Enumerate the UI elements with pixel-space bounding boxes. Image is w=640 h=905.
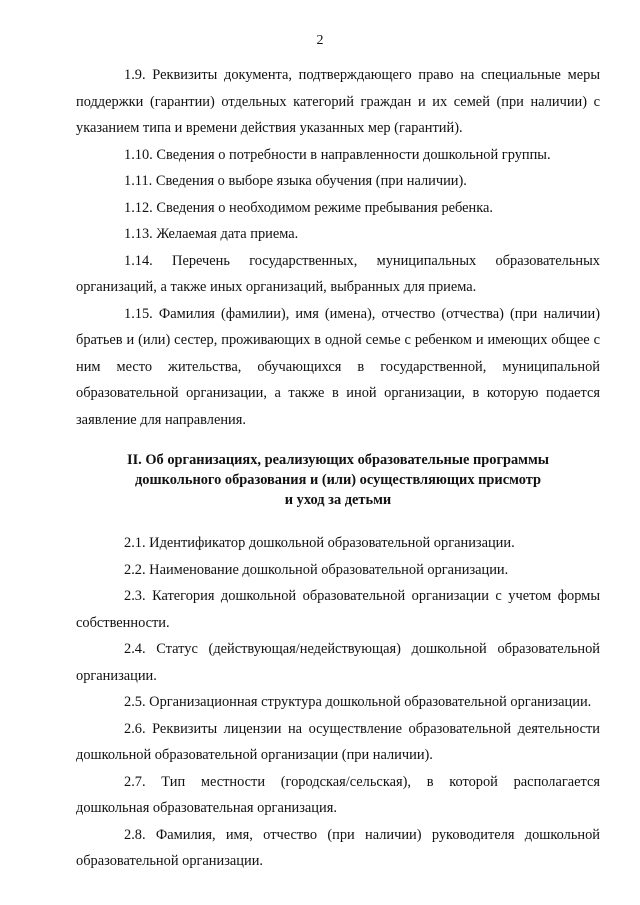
page-number: 2 [316, 33, 324, 48]
item-1-10: 1.10. Сведения о потребности в направленности дошкольной группы. [124, 146, 551, 163]
section-2-heading-line: и уход за детьми [284, 492, 392, 508]
item-1-14: 1.14. Перечень государственных, муниципальных образовательных организаций, а также иных организаций, выбранных для приема. [76, 252, 600, 295]
item-1-15: 1.15. Фамилия (фамилии), имя (имена), отчество (отчества) (при наличии) братьев и (или) сестер, проживающих в одной семье с ребенком и имеющих общее с ним место жительства, обучающихся в государственной, муниципальной образовательной организации, а также в иной организации, в которую подается заявление для направления. [76, 305, 600, 428]
document-body [76, 62, 600, 875]
item-2-4: 2.4. Статус (действующая/недействующая) дошкольной образовательной организации. [76, 641, 600, 684]
item-2-2: 2.2. Наименование дошкольной образовательной организации. [124, 561, 509, 578]
item-1-11: 1.11. Сведения о выборе языка обучения (при наличии). [124, 173, 467, 189]
item-1-12: 1.12. Сведения о необходимом режиме пребывания ребенка. [124, 199, 494, 216]
section-2-heading [76, 450, 600, 510]
item-2-5: 2.5. Организационная структура дошкольной образовательной организации. [124, 694, 592, 710]
item-2-7: 2.7. Тип местности (городская/сельская), в которой располагается дошкольная образовательная организация. [76, 773, 600, 816]
item-1-13: 1.13. Желаемая дата приема. [124, 226, 299, 242]
item-2-6: 2.6. Реквизиты лицензии на осуществление образовательной деятельности дошкольной образовательной организации (при наличии). [76, 720, 600, 763]
item-2-3: 2.3. Категория дошкольной образовательной организации с учетом формы собственности. [76, 588, 600, 631]
section-2-heading-line: дошкольного образования и (или) осуществляющих присмотр [135, 472, 541, 488]
item-2-8: 2.8. Фамилия, имя, отчество (при наличии) руководителя дошкольной образовательной организации. [76, 826, 600, 869]
item-1-9: 1.9. Реквизиты документа, подтверждающего право на специальные меры поддержки (гарантии) отдельных категорий граждан и их семей (при наличии) с указанием типа и времени действия указанных мер (гарантий). [76, 67, 600, 136]
section-2-heading-line: II. Об организациях, реализующих образовательные программы [126, 452, 550, 468]
item-2-1: 2.1. Идентификатор дошкольной образовательной организации. [124, 535, 515, 551]
